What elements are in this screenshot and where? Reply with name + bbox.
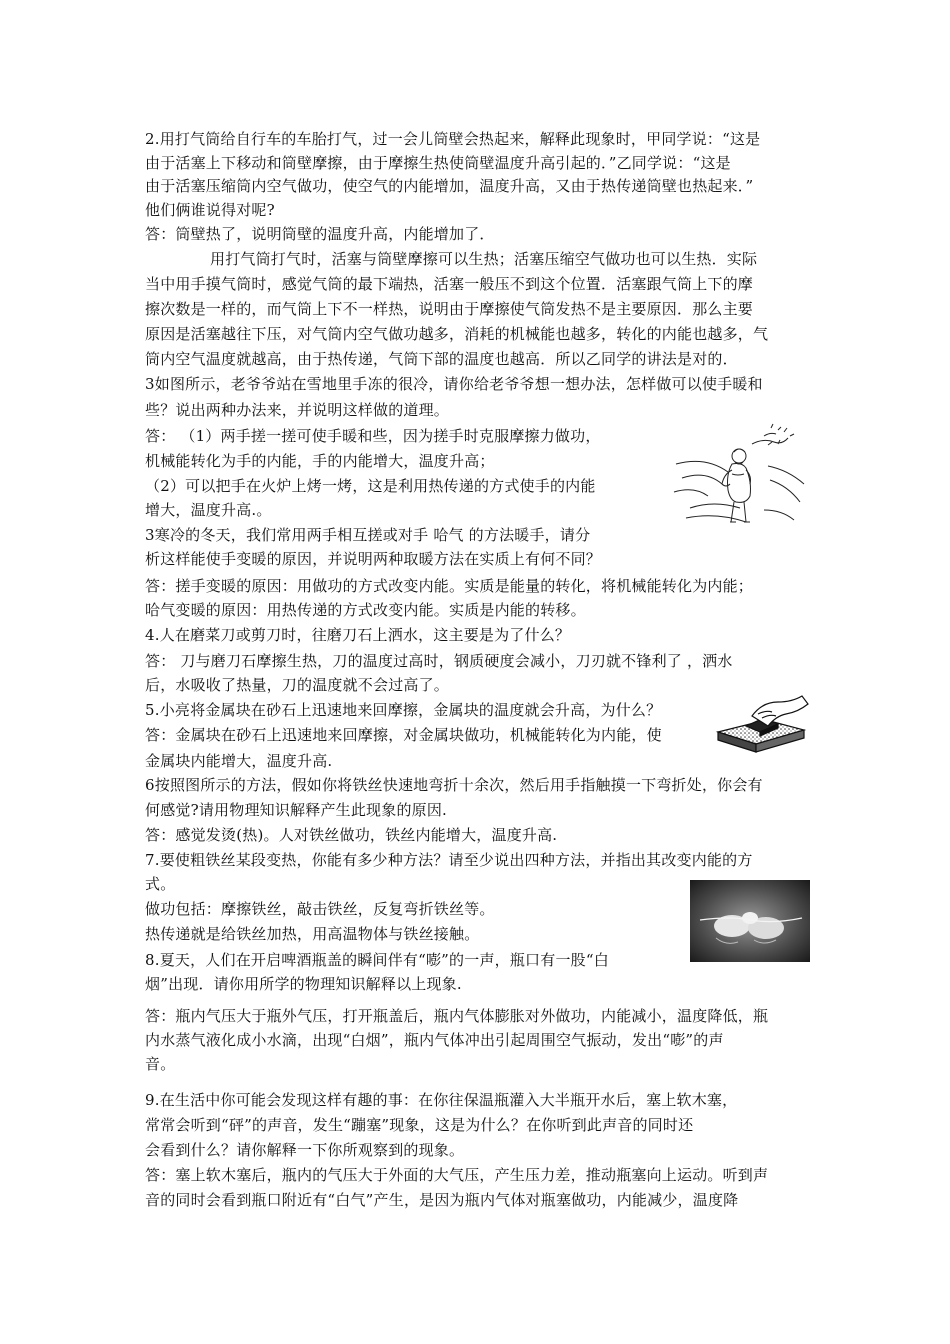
text-line: 内水蒸气液化成小水滴，出现“白烟”，瓶内气体冲出引起周围空气振动，发出“嘭”的声: [145, 1031, 724, 1049]
text-line: 哈气变暖的原因：用热传递的方式改变内能。实质是内能的转移。: [145, 601, 586, 619]
text-line: 筒内空气温度就越高，由于热传递，气筒下部的温度也越高．所以乙同学的讲法是对的．: [145, 350, 738, 368]
text-line: （2）可以把手在火炉上烤一烤，这是利用热传递的方式使手的内能: [145, 477, 596, 495]
text-line: 些？说出两种办法来，并说明这样做的道理。: [145, 401, 450, 419]
text-line: 当中用手摸气筒时，感觉气筒的最下端热，活塞一般压不到这个位置．活塞跟气筒上下的摩: [145, 275, 754, 293]
text-line: 9.在生活中你可能会发现这样有趣的事：在你往保温瓶灌入大半瓶开水后，塞上软木塞，: [145, 1091, 738, 1109]
text-line: 3如图所示，老爷爷站在雪地里手冻的很冷，请你给老爷爷想一想办法，怎样做可以使手暖和: [145, 375, 763, 393]
text-line: 擦次数是一样的，而气筒上下不一样热，说明由于摩擦使气筒发热不是主要原因．那么主要: [145, 300, 754, 318]
text-line: 由于活塞上下移动和筒壁摩擦，由于摩擦生热使筒壁温度升高引起的．”乙同学说：“这是: [145, 154, 731, 172]
bending-iron-wire-photo: [690, 880, 810, 962]
text-line: 何感觉?请用物理知识解释产生此现象的原因.: [145, 801, 448, 819]
text-line: 7.要使粗铁丝某段变热，你能有多少种方法？请至少说出四种方法，并指出其改变内能的方: [145, 851, 753, 869]
text-line: 做功包括：摩擦铁丝，敲击铁丝，反复弯折铁丝等。: [145, 900, 495, 918]
text-line: 析这样能使手变暖的原因，并说明两种取暖方法在实质上有何不同？: [145, 550, 602, 568]
text-line: 4.人在磨菜刀或剪刀时，往磨刀石上洒水，这主要是为了什么？: [145, 626, 571, 644]
text-line: 2.用打气筒给自行车的车胎打气，过一会儿筒壁会热起来，解释此现象时，甲同学说：“这是: [145, 130, 761, 148]
text-line: 答： 刀与磨刀石摩擦生热，刀的温度过高时，钢质硬度会减小，刀刃就不锋利了 ，洒水: [145, 652, 733, 670]
text-line: 增大，温度升高.。: [145, 501, 272, 519]
text-line: 6按照图所示的方法，假如你将铁丝快速地弯折十余次，然后用手指触摸一下弯折处，你会有: [145, 776, 763, 794]
text-line: 烟”出现．请你用所学的物理知识解释以上现象.: [145, 975, 462, 993]
text-line: 答：搓手变暖的原因：用做功的方式改变内能。实质是能量的转化，将机械能转化为内能；: [145, 577, 754, 595]
text-line: 音的同时会看到瓶口附近有“白气”产生，是因为瓶内气体对瓶塞做功，内能减少，温度降: [145, 1191, 739, 1209]
text-line: 5.小亮将金属块在砂石上迅速地来回摩擦，金属块的温度就会升高，为什么？: [145, 701, 662, 719]
text-line: 常常会听到“砰”的声音，发生“蹦塞”现象，这是为什么？在你听到此声音的同时还: [145, 1116, 694, 1134]
text-line: 音。: [145, 1055, 176, 1073]
text-line: 8.夏天，人们在开启啤酒瓶盖的瞬间伴有“嘭”的一声，瓶口有一股“白: [145, 951, 609, 969]
text-line: 后，水吸收了热量，刀的温度就不会过高了。: [145, 676, 450, 694]
text-line: 答：筒壁热了，说明筒壁的温度升高，内能增加了．: [145, 225, 495, 243]
text-line: 金属块内能增大，温度升高.: [145, 752, 333, 770]
text-line: 答：金属块在砂石上迅速地来回摩擦，对金属块做功，机械能转化为内能，使: [145, 726, 662, 744]
text-line: 用打气筒打气时，活塞与筒壁摩擦可以生热；活塞压缩空气做功也可以生热．实际: [210, 250, 758, 268]
text-line: 式。: [145, 875, 176, 893]
text-line: 答：塞上软木塞后，瓶内的气压大于外面的大气压，产生压力差，推动瓶塞向上运动。听到声: [145, 1166, 769, 1184]
text-line: 答：瓶内气压大于瓶外气压，打开瓶盖后，瓶内气体膨胀对外做功，内能减小，温度降低，瓶: [145, 1007, 769, 1025]
text-line: 他们俩谁说得对呢?: [145, 201, 275, 219]
metal-block-rubbing-illustration: [712, 692, 810, 754]
text-line: 答：感觉发烫(热)。人对铁丝做功，铁丝内能增大，温度升高.: [145, 826, 558, 844]
text-line: 3寒冷的冬天，我们常用两手相互搓或对手 哈气 的方法暖手，请分: [145, 526, 591, 544]
text-line: 热传递就是给铁丝加热，用高温物体与铁丝接触。: [145, 925, 480, 943]
text-line: 由于活塞压缩筒内空气做功，使空气的内能增加，温度升高，又由于热传递筒壁也热起来．”: [145, 177, 754, 195]
old-man-in-snow-illustration: [672, 422, 810, 530]
text-line: 原因是活塞越往下压，对气筒内空气做功越多，消耗的机械能也越多，转化的内能也越多，气: [145, 325, 769, 343]
text-line: 会看到什么？请你解释一下你所观察到的现象。: [145, 1141, 465, 1159]
text-line: 答： （1）两手搓一搓可使手暖和些，因为搓手时克服摩擦力做功，: [145, 427, 601, 445]
text-line: 机械能转化为手的内能，手的内能增大，温度升高；: [145, 452, 495, 470]
